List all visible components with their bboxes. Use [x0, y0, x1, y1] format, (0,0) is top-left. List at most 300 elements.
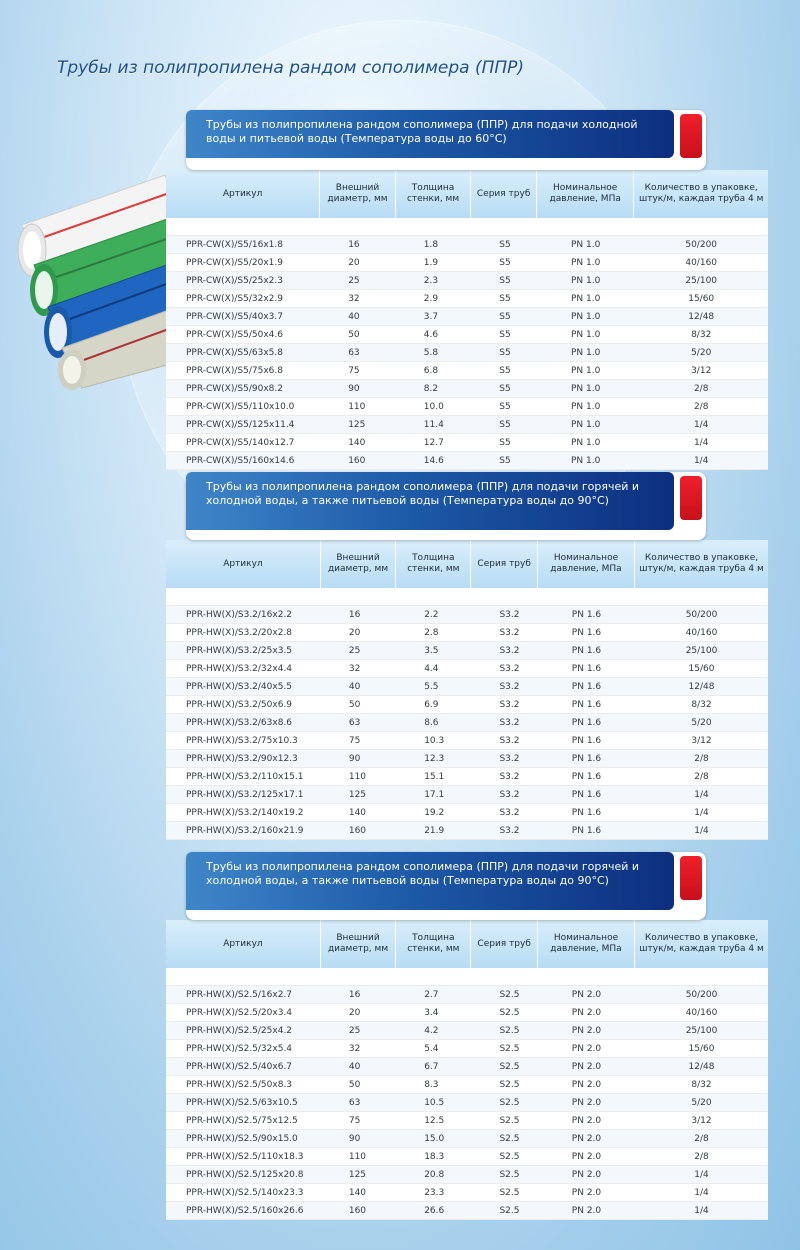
cell-quantity: 25/100 [635, 1022, 768, 1040]
cell-series: S3.2 [471, 624, 537, 642]
table-row [166, 732, 768, 750]
cell-series: S3.2 [471, 732, 537, 750]
table-spacer-cell [166, 968, 768, 986]
col-header-wall: Толщина стенки, мм [396, 170, 472, 218]
cell-pressure: PN 1.6 [538, 804, 635, 822]
table-row [166, 606, 768, 624]
cell-pressure: PN 1.6 [538, 768, 635, 786]
table-row [166, 1202, 768, 1220]
cell-article: PPR-HW(X)/S2.5/16x2.7 [166, 986, 321, 1004]
cell-wall: 6.8 [396, 362, 472, 380]
cell-series: S5 [471, 362, 537, 380]
col-header-diameter: Внешний диаметр, мм [320, 170, 396, 218]
cell-series: S2.5 [471, 1148, 537, 1166]
cell-diameter: 160 [320, 452, 396, 470]
col-header-series: Серия труб [471, 920, 537, 968]
cell-article: PPR-HW(X)/S2.5/25x4.2 [166, 1022, 321, 1040]
cell-article: PPR-HW(X)/S3.2/160x21.9 [166, 822, 321, 840]
cell-pressure: PN 2.0 [538, 1040, 635, 1058]
cell-wall: 6.7 [396, 1058, 471, 1076]
cell-wall: 8.3 [396, 1076, 471, 1094]
cell-quantity: 3/12 [635, 1112, 768, 1130]
cell-wall: 18.3 [396, 1148, 471, 1166]
table-row [166, 326, 768, 344]
cell-wall: 5.5 [396, 678, 471, 696]
cell-pressure: PN 2.0 [538, 1094, 635, 1112]
cell-pressure: PN 1.0 [537, 290, 634, 308]
cell-diameter: 140 [321, 1184, 396, 1202]
table-row [166, 1040, 768, 1058]
cell-series: S5 [471, 380, 537, 398]
cell-article: PPR-HW(X)/S3.2/32x4.4 [166, 660, 321, 678]
cell-wall: 8.6 [396, 714, 471, 732]
col-header-article: Артикул [166, 540, 321, 588]
table-row [166, 786, 768, 804]
cell-quantity: 1/4 [635, 804, 768, 822]
cell-diameter: 75 [320, 362, 396, 380]
col-header-pressure: Номинальное давление, МПа [538, 920, 635, 968]
cell-series: S5 [471, 416, 537, 434]
cell-pressure: PN 2.0 [538, 1202, 635, 1220]
cell-diameter: 90 [321, 1130, 396, 1148]
cell-quantity: 2/8 [635, 1130, 768, 1148]
cell-series: S2.5 [471, 1202, 537, 1220]
cell-diameter: 16 [320, 236, 396, 254]
cell-series: S3.2 [471, 696, 537, 714]
cell-wall: 12.5 [396, 1112, 471, 1130]
cell-wall: 19.2 [396, 804, 471, 822]
cell-diameter: 32 [320, 290, 396, 308]
cell-series: S3.2 [471, 606, 537, 624]
cell-pressure: PN 2.0 [538, 1058, 635, 1076]
table-row [166, 696, 768, 714]
cell-article: PPR-CW(X)/S5/40x3.7 [166, 308, 320, 326]
cell-quantity: 12/48 [634, 308, 768, 326]
cell-series: S5 [471, 254, 537, 272]
table-spacer-cell [166, 218, 768, 236]
cell-quantity: 2/8 [634, 380, 768, 398]
cell-series: S5 [471, 272, 537, 290]
cell-diameter: 40 [321, 1058, 396, 1076]
cell-diameter: 16 [321, 986, 396, 1004]
cell-diameter: 75 [321, 732, 396, 750]
cell-pressure: PN 1.6 [538, 822, 635, 840]
col-header-wall: Толщина стенки, мм [396, 540, 471, 588]
cell-diameter: 40 [321, 678, 396, 696]
cell-diameter: 25 [320, 272, 396, 290]
table-row [166, 1112, 768, 1130]
red-marker [680, 856, 702, 900]
cell-wall: 2.3 [396, 272, 472, 290]
col-header-diameter: Внешний диаметр, мм [321, 920, 396, 968]
cell-article: PPR-CW(X)/S5/140x12.7 [166, 434, 320, 452]
cell-article: PPR-HW(X)/S3.2/63x8.6 [166, 714, 321, 732]
table-row [166, 434, 768, 452]
cell-wall: 10.5 [396, 1094, 471, 1112]
cell-series: S3.2 [471, 804, 537, 822]
cell-series: S3.2 [471, 750, 537, 768]
cell-wall: 11.4 [396, 416, 472, 434]
cell-pressure: PN 1.0 [537, 398, 634, 416]
col-header-pressure: Номинальное давление, МПа [537, 170, 634, 218]
cell-series: S5 [471, 344, 537, 362]
cell-diameter: 160 [321, 822, 396, 840]
table-row [166, 308, 768, 326]
cell-wall: 6.9 [396, 696, 471, 714]
cell-article: PPR-HW(X)/S2.5/20x3.4 [166, 1004, 321, 1022]
table-header-row [166, 540, 768, 588]
cell-series: S3.2 [471, 678, 537, 696]
cell-quantity: 12/48 [635, 678, 768, 696]
table-row [166, 660, 768, 678]
cell-quantity: 40/160 [635, 1004, 768, 1022]
table-row [166, 1076, 768, 1094]
cell-quantity: 1/4 [634, 416, 768, 434]
cell-wall: 3.5 [396, 642, 471, 660]
cell-series: S2.5 [471, 1112, 537, 1130]
table-row [166, 642, 768, 660]
table-row [166, 1184, 768, 1202]
table-row [166, 236, 768, 254]
table-row [166, 678, 768, 696]
cell-pressure: PN 2.0 [538, 1076, 635, 1094]
cell-article: PPR-HW(X)/S3.2/25x3.5 [166, 642, 321, 660]
cell-series: S2.5 [471, 1004, 537, 1022]
table-header-row [166, 170, 768, 218]
cell-pressure: PN 1.6 [538, 642, 635, 660]
cell-quantity: 8/32 [635, 696, 768, 714]
cell-quantity: 8/32 [635, 1076, 768, 1094]
cell-pressure: PN 2.0 [538, 986, 635, 1004]
table-row [166, 804, 768, 822]
cell-wall: 10.0 [396, 398, 472, 416]
red-marker [680, 476, 702, 520]
cell-article: PPR-HW(X)/S2.5/75x12.5 [166, 1112, 321, 1130]
cell-article: PPR-CW(X)/S5/16x1.8 [166, 236, 320, 254]
cell-wall: 2.8 [396, 624, 471, 642]
cell-series: S3.2 [471, 786, 537, 804]
cell-quantity: 8/32 [634, 326, 768, 344]
cell-article: PPR-HW(X)/S3.2/110x15.1 [166, 768, 321, 786]
table-spacer-cell [166, 588, 768, 606]
cell-diameter: 50 [320, 326, 396, 344]
cell-quantity: 1/4 [635, 1202, 768, 1220]
pipe-table [166, 170, 768, 470]
col-header-wall: Толщина стенки, мм [396, 920, 471, 968]
table-row [166, 272, 768, 290]
cell-article: PPR-HW(X)/S3.2/16x2.2 [166, 606, 321, 624]
col-header-quantity: Количество в упаковке, штук/м, каждая труба 4 м [635, 920, 768, 968]
cell-quantity: 25/100 [634, 272, 768, 290]
cell-diameter: 160 [321, 1202, 396, 1220]
cell-diameter: 40 [320, 308, 396, 326]
cell-article: PPR-HW(X)/S2.5/110x18.3 [166, 1148, 321, 1166]
cell-series: S5 [471, 452, 537, 470]
section-title: Трубы из полипропилена рандом сополимера (ППР) для подачи холодной воды и питьевой воды (Температура воды до 60°C) [186, 110, 674, 158]
cell-article: PPR-HW(X)/S2.5/32x5.4 [166, 1040, 321, 1058]
cell-diameter: 110 [321, 1148, 396, 1166]
cell-quantity: 1/4 [634, 434, 768, 452]
table-row [166, 624, 768, 642]
cell-quantity: 50/200 [635, 986, 768, 1004]
cell-series: S2.5 [471, 1166, 537, 1184]
cell-pressure: PN 1.6 [538, 660, 635, 678]
cell-quantity: 1/4 [635, 822, 768, 840]
table-row [166, 362, 768, 380]
cell-pressure: PN 2.0 [538, 1130, 635, 1148]
cell-pressure: PN 1.0 [537, 344, 634, 362]
cell-diameter: 90 [321, 750, 396, 768]
cell-article: PPR-CW(X)/S5/63x5.8 [166, 344, 320, 362]
section-title: Трубы из полипропилена рандом сополимера (ППР) для подачи горячей и холодной воды, а также питьевой воды (Температура воды до 90°C) [186, 852, 674, 910]
cell-wall: 15.0 [396, 1130, 471, 1148]
cell-article: PPR-HW(X)/S2.5/160x26.6 [166, 1202, 321, 1220]
page-title: Трубы из полипропилена рандом сополимера (ППР) [57, 58, 525, 78]
cell-series: S3.2 [471, 660, 537, 678]
cell-series: S5 [471, 290, 537, 308]
cell-article: PPR-HW(X)/S2.5/90x15.0 [166, 1130, 321, 1148]
cell-diameter: 50 [321, 696, 396, 714]
cell-diameter: 63 [320, 344, 396, 362]
cell-pressure: PN 1.0 [537, 326, 634, 344]
cell-diameter: 32 [321, 1040, 396, 1058]
cell-article: PPR-CW(X)/S5/20x1.9 [166, 254, 320, 272]
cell-diameter: 140 [320, 434, 396, 452]
cell-series: S2.5 [471, 1022, 537, 1040]
cell-quantity: 15/60 [634, 290, 768, 308]
cell-diameter: 20 [320, 254, 396, 272]
section-hot-water-s32 [166, 472, 768, 840]
cell-series: S3.2 [471, 714, 537, 732]
cell-diameter: 16 [321, 606, 396, 624]
red-marker [680, 114, 702, 158]
cell-quantity: 2/8 [634, 398, 768, 416]
cell-wall: 12.3 [396, 750, 471, 768]
cell-quantity: 12/48 [635, 1058, 768, 1076]
cell-pressure: PN 1.0 [537, 362, 634, 380]
cell-wall: 3.7 [396, 308, 472, 326]
cell-quantity: 5/20 [635, 1094, 768, 1112]
cell-quantity: 1/4 [635, 1184, 768, 1202]
cell-pressure: PN 1.6 [538, 606, 635, 624]
cell-diameter: 25 [321, 642, 396, 660]
cell-diameter: 110 [320, 398, 396, 416]
cell-diameter: 63 [321, 1094, 396, 1112]
cell-wall: 10.3 [396, 732, 471, 750]
cell-wall: 17.1 [396, 786, 471, 804]
cell-series: S2.5 [471, 1094, 537, 1112]
table-row [166, 344, 768, 362]
cell-diameter: 50 [321, 1076, 396, 1094]
cell-diameter: 90 [320, 380, 396, 398]
cell-pressure: PN 1.0 [537, 434, 634, 452]
cell-wall: 4.6 [396, 326, 472, 344]
cell-quantity: 25/100 [635, 642, 768, 660]
cell-quantity: 1/4 [635, 786, 768, 804]
col-header-quantity: Количество в упаковке, штук/м, каждая труба 4 м [634, 170, 768, 218]
cell-pressure: PN 1.0 [537, 308, 634, 326]
cell-article: PPR-CW(X)/S5/25x2.3 [166, 272, 320, 290]
section-banner [186, 852, 706, 920]
cell-article: PPR-HW(X)/S3.2/20x2.8 [166, 624, 321, 642]
cell-quantity: 3/12 [635, 732, 768, 750]
cell-series: S5 [471, 434, 537, 452]
cell-diameter: 75 [321, 1112, 396, 1130]
cell-wall: 14.6 [396, 452, 472, 470]
table-row [166, 290, 768, 308]
section-hot-water-s25 [166, 852, 768, 1220]
cell-article: PPR-HW(X)/S3.2/125x17.1 [166, 786, 321, 804]
table-row [166, 1022, 768, 1040]
cell-wall: 4.2 [396, 1022, 471, 1040]
table-row [166, 1166, 768, 1184]
cell-pressure: PN 1.6 [538, 714, 635, 732]
cell-pressure: PN 1.6 [538, 696, 635, 714]
cell-wall: 23.3 [396, 1184, 471, 1202]
cell-quantity: 2/8 [635, 750, 768, 768]
cell-article: PPR-HW(X)/S2.5/125x20.8 [166, 1166, 321, 1184]
cell-article: PPR-HW(X)/S3.2/40x5.5 [166, 678, 321, 696]
cell-pressure: PN 2.0 [538, 1112, 635, 1130]
cell-pressure: PN 2.0 [538, 1184, 635, 1202]
cell-wall: 2.2 [396, 606, 471, 624]
table-row [166, 1094, 768, 1112]
table-row [166, 714, 768, 732]
table-row [166, 452, 768, 470]
cell-series: S5 [471, 236, 537, 254]
cell-wall: 4.4 [396, 660, 471, 678]
cell-pressure: PN 1.0 [537, 236, 634, 254]
col-header-pressure: Номинальное давление, МПа [538, 540, 635, 588]
cell-article: PPR-CW(X)/S5/90x8.2 [166, 380, 320, 398]
cell-pressure: PN 1.0 [537, 452, 634, 470]
cell-pressure: PN 2.0 [538, 1166, 635, 1184]
cell-diameter: 125 [320, 416, 396, 434]
cell-series: S5 [471, 308, 537, 326]
cell-article: PPR-CW(X)/S5/125x11.4 [166, 416, 320, 434]
pipe-table [166, 920, 768, 1220]
cell-article: PPR-CW(X)/S5/160x14.6 [166, 452, 320, 470]
cell-pressure: PN 1.6 [538, 732, 635, 750]
cell-pressure: PN 1.6 [538, 678, 635, 696]
table-row [166, 380, 768, 398]
col-header-article: Артикул [166, 170, 320, 218]
cell-article: PPR-HW(X)/S2.5/50x8.3 [166, 1076, 321, 1094]
cell-pressure: PN 2.0 [538, 1148, 635, 1166]
col-header-series: Серия труб [471, 540, 537, 588]
cell-diameter: 140 [321, 804, 396, 822]
pipe-table [166, 540, 768, 840]
table-row [166, 1130, 768, 1148]
table-row [166, 822, 768, 840]
cell-wall: 1.9 [396, 254, 472, 272]
cell-wall: 15.1 [396, 768, 471, 786]
cell-wall: 2.9 [396, 290, 472, 308]
cell-article: PPR-HW(X)/S3.2/50x6.9 [166, 696, 321, 714]
cell-article: PPR-CW(X)/S5/32x2.9 [166, 290, 320, 308]
cell-pressure: PN 1.0 [537, 416, 634, 434]
cell-wall: 5.4 [396, 1040, 471, 1058]
col-header-article: Артикул [166, 920, 321, 968]
cell-wall: 8.2 [396, 380, 472, 398]
table-row [166, 750, 768, 768]
cell-series: S3.2 [471, 642, 537, 660]
col-header-diameter: Внешний диаметр, мм [321, 540, 396, 588]
table-header-row [166, 920, 768, 968]
cell-quantity: 5/20 [635, 714, 768, 732]
cell-pressure: PN 1.6 [538, 750, 635, 768]
cell-series: S2.5 [471, 1040, 537, 1058]
cell-wall: 2.7 [396, 986, 471, 1004]
section-title: Трубы из полипропилена рандом сополимера (ППР) для подачи горячей и холодной воды, а также питьевой воды (Температура воды до 90°C) [186, 472, 674, 530]
table-row [166, 416, 768, 434]
col-header-quantity: Количество в упаковке, штук/м, каждая труба 4 м [635, 540, 768, 588]
cell-quantity: 40/160 [634, 254, 768, 272]
table-row [166, 768, 768, 786]
cell-diameter: 110 [321, 768, 396, 786]
cell-pressure: PN 2.0 [538, 1004, 635, 1022]
cell-quantity: 2/8 [635, 768, 768, 786]
cell-diameter: 20 [321, 1004, 396, 1022]
cell-diameter: 125 [321, 1166, 396, 1184]
table-spacer [166, 968, 768, 986]
table-row [166, 254, 768, 272]
cell-series: S3.2 [471, 768, 537, 786]
cell-quantity: 5/20 [634, 344, 768, 362]
cell-article: PPR-HW(X)/S3.2/90x12.3 [166, 750, 321, 768]
cell-series: S3.2 [471, 822, 537, 840]
cell-diameter: 125 [321, 786, 396, 804]
cell-series: S2.5 [471, 1076, 537, 1094]
cell-article: PPR-HW(X)/S2.5/140x23.3 [166, 1184, 321, 1202]
cell-pressure: PN 1.0 [537, 254, 634, 272]
cell-article: PPR-HW(X)/S3.2/140x19.2 [166, 804, 321, 822]
cell-pressure: PN 1.0 [537, 380, 634, 398]
cell-quantity: 3/12 [634, 362, 768, 380]
cell-article: PPR-HW(X)/S3.2/75x10.3 [166, 732, 321, 750]
cell-article: PPR-CW(X)/S5/50x4.6 [166, 326, 320, 344]
table-row [166, 1148, 768, 1166]
cell-diameter: 25 [321, 1022, 396, 1040]
cell-series: S2.5 [471, 986, 537, 1004]
table-row [166, 398, 768, 416]
cell-diameter: 32 [321, 660, 396, 678]
cell-article: PPR-HW(X)/S2.5/63x10.5 [166, 1094, 321, 1112]
table-row [166, 986, 768, 1004]
cell-quantity: 2/8 [635, 1148, 768, 1166]
cell-article: PPR-HW(X)/S2.5/40x6.7 [166, 1058, 321, 1076]
cell-quantity: 15/60 [635, 1040, 768, 1058]
cell-wall: 5.8 [396, 344, 472, 362]
cell-pressure: PN 1.0 [537, 272, 634, 290]
cell-wall: 12.7 [396, 434, 472, 452]
table-row [166, 1058, 768, 1076]
cell-quantity: 50/200 [634, 236, 768, 254]
table-spacer [166, 218, 768, 236]
cell-diameter: 20 [321, 624, 396, 642]
table-row [166, 1004, 768, 1022]
cell-wall: 26.6 [396, 1202, 471, 1220]
cell-wall: 1.8 [396, 236, 472, 254]
cell-quantity: 15/60 [635, 660, 768, 678]
cell-wall: 21.9 [396, 822, 471, 840]
cell-pressure: PN 2.0 [538, 1022, 635, 1040]
section-cold-water [166, 110, 768, 470]
cell-series: S2.5 [471, 1130, 537, 1148]
section-banner [186, 472, 706, 540]
cell-pressure: PN 1.6 [538, 624, 635, 642]
cell-wall: 20.8 [396, 1166, 471, 1184]
